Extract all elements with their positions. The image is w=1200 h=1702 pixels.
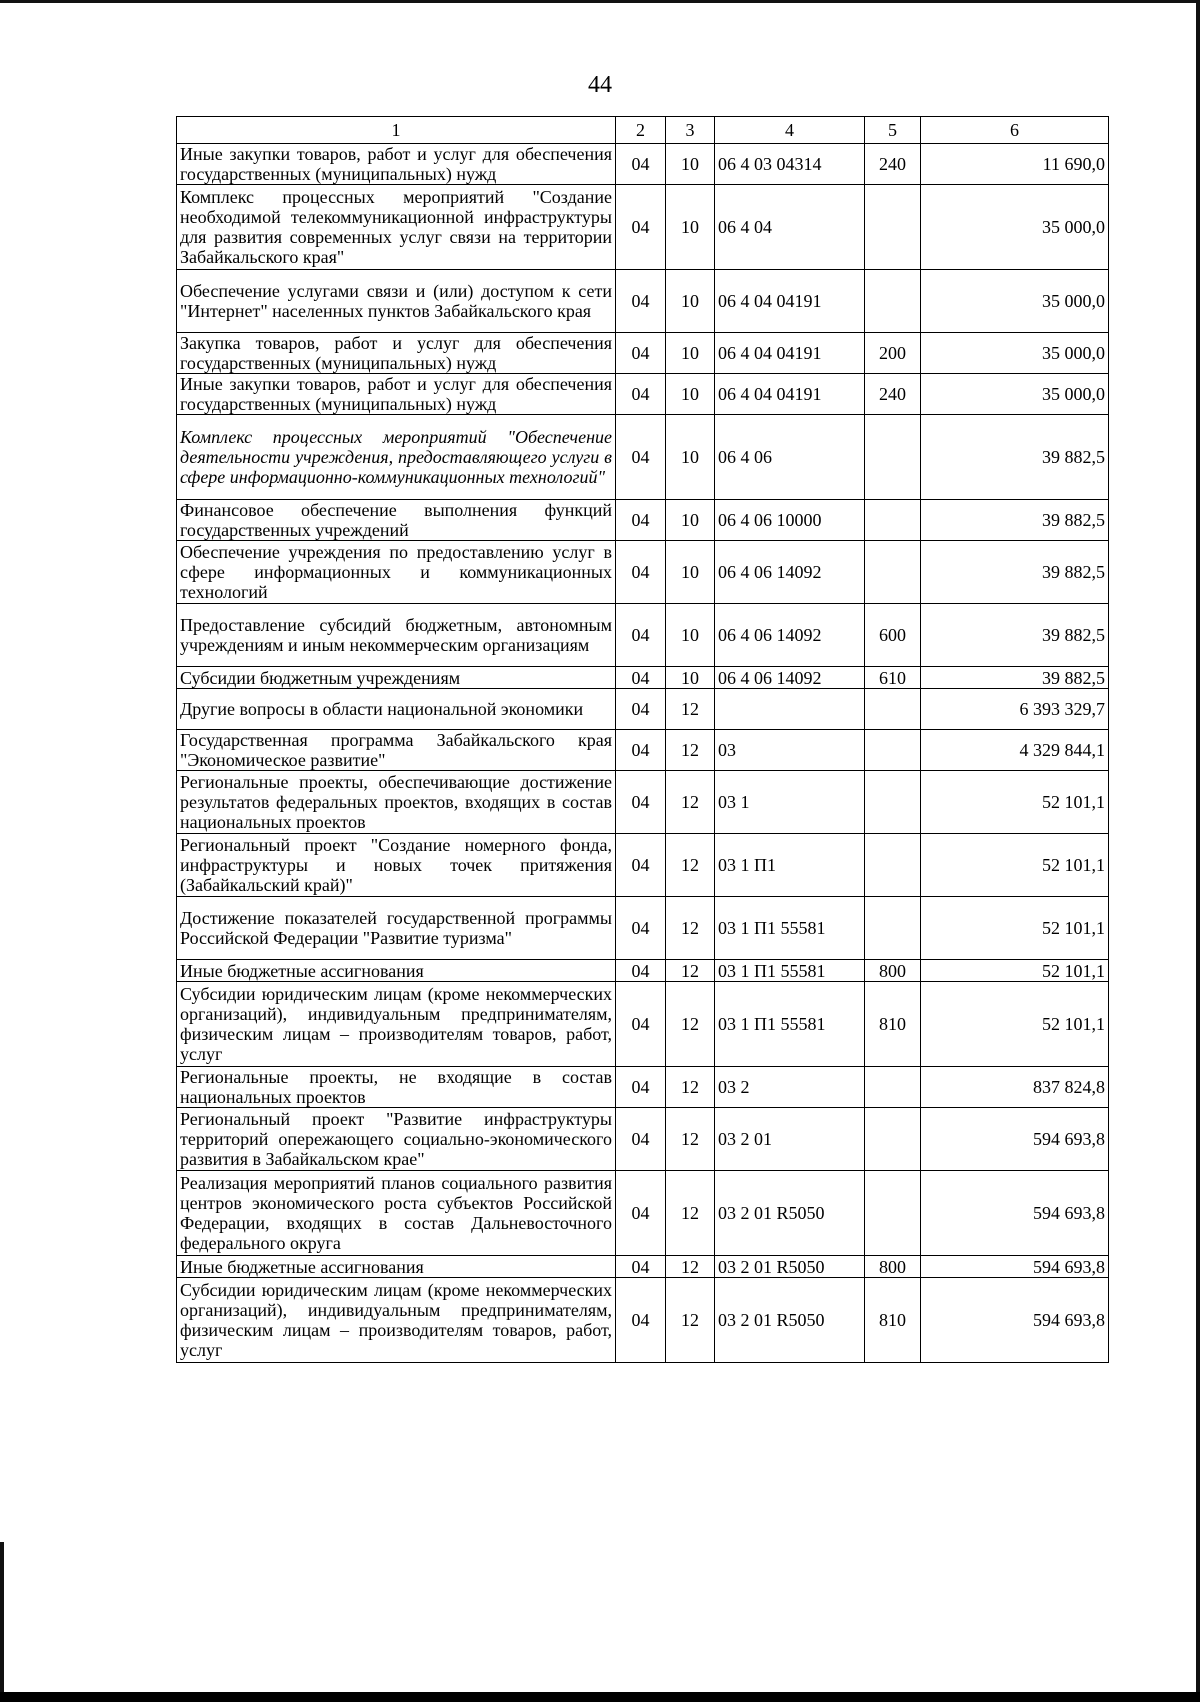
table-row [177,415,1109,500]
row-target-article: 06 4 06 10000 [715,500,865,541]
row-name: Закупка товаров, работ и услуг для обеспечения государственных (муниципальных) нужд [177,333,616,374]
row-name: Обеспечение учреждения по предоставлению услуг в сфере информационных и коммуникационных технологий [177,541,616,604]
row-section: 04 [616,1067,666,1108]
row-section: 04 [616,415,666,500]
row-name: Комплекс процессных мероприятий "Создание необходимой телекоммуникационной инфраструктуры для развития современных услуг связи на территории Забайкальского края" [177,185,616,270]
scan-edge-bottom [0,1692,1200,1702]
row-expense-type [865,1171,921,1256]
row-sum: 11 690,0 [921,144,1109,185]
row-subsection: 10 [666,541,715,604]
table-row [177,500,1109,541]
row-sum: 35 000,0 [921,270,1109,333]
row-name: Реализация мероприятий планов социального развития центров экономического роста субъектов Российской Федерации, входящих в состав Дальневосточного федерального округа [177,1171,616,1256]
row-sum: 52 101,1 [921,897,1109,960]
scan-edge-right [1196,0,1200,1702]
row-sum: 52 101,1 [921,771,1109,834]
row-section: 04 [616,541,666,604]
row-name: Субсидии юридическим лицам (кроме некоммерческих организаций), индивидуальным предпринимателям, физическим лицам – производителям товаров, работ, услуг [177,982,616,1067]
row-subsection: 12 [666,1278,715,1363]
table-row [177,333,1109,374]
row-sum: 39 882,5 [921,667,1109,689]
scan-edge-top [0,0,1200,3]
page-number: 44 [588,72,612,98]
row-name: Обеспечение услугами связи и (или) доступом к сети "Интернет" населенных пунктов Забайкальского края [177,270,616,333]
table-row [177,667,1109,689]
row-name: Иные закупки товаров, работ и услуг для обеспечения государственных (муниципальных) нужд [177,374,616,415]
row-sum: 594 693,8 [921,1256,1109,1278]
row-expense-type: 240 [865,374,921,415]
row-sum: 594 693,8 [921,1108,1109,1171]
row-section: 04 [616,982,666,1067]
header-name: 1 [177,117,616,144]
table-row [177,541,1109,604]
row-section: 04 [616,897,666,960]
table-row [177,1171,1109,1256]
row-expense-type [865,897,921,960]
row-target-article: 03 1 [715,771,865,834]
row-name: Иные бюджетные ассигнования [177,1256,616,1278]
row-target-article: 06 4 04 [715,185,865,270]
row-target-article: 03 [715,730,865,771]
table-body [177,144,1109,1363]
row-section: 04 [616,185,666,270]
table-row [177,730,1109,771]
budget-table [176,116,1109,1363]
row-subsection: 12 [666,834,715,897]
row-section: 04 [616,689,666,730]
row-section: 04 [616,604,666,667]
row-name: Иные закупки товаров, работ и услуг для обеспечения государственных (муниципальных) нужд [177,144,616,185]
table-row [177,1067,1109,1108]
row-name: Региональный проект "Развитие инфраструктуры территорий опережающего социально-экономического развития в Забайкальском крае" [177,1108,616,1171]
table-row [177,897,1109,960]
table-row [177,689,1109,730]
header-sum: 6 [921,117,1109,144]
row-sum: 35 000,0 [921,185,1109,270]
table-row [177,982,1109,1067]
row-section: 04 [616,374,666,415]
row-sum: 837 824,8 [921,1067,1109,1108]
row-section: 04 [616,834,666,897]
row-target-article: 03 2 01 R5050 [715,1171,865,1256]
row-target-article: 06 4 04 04191 [715,270,865,333]
row-expense-type [865,185,921,270]
row-sum: 594 693,8 [921,1278,1109,1363]
row-subsection: 12 [666,1067,715,1108]
row-subsection: 12 [666,730,715,771]
row-sum: 39 882,5 [921,415,1109,500]
row-sum: 52 101,1 [921,834,1109,897]
row-section: 04 [616,1256,666,1278]
row-target-article: 06 4 06 14092 [715,667,865,689]
row-subsection: 12 [666,771,715,834]
row-name: Финансовое обеспечение выполнения функций государственных учреждений [177,500,616,541]
row-expense-type [865,730,921,771]
row-target-article: 03 1 П1 55581 [715,897,865,960]
row-section: 04 [616,1171,666,1256]
row-expense-type [865,500,921,541]
table-row [177,185,1109,270]
row-expense-type [865,541,921,604]
row-sum: 39 882,5 [921,541,1109,604]
row-subsection: 10 [666,415,715,500]
row-subsection: 10 [666,270,715,333]
row-sum: 52 101,1 [921,960,1109,982]
row-expense-type: 810 [865,1278,921,1363]
row-subsection: 12 [666,689,715,730]
row-expense-type [865,834,921,897]
row-subsection: 10 [666,144,715,185]
row-section: 04 [616,270,666,333]
row-sum: 35 000,0 [921,333,1109,374]
table-row [177,1108,1109,1171]
row-sum: 4 329 844,1 [921,730,1109,771]
header-subsection: 3 [666,117,715,144]
row-sum: 52 101,1 [921,982,1109,1067]
row-name: Региональные проекты, обеспечивающие достижение результатов федеральных проектов, входящих в состав национальных проектов [177,771,616,834]
row-expense-type: 200 [865,333,921,374]
row-subsection: 12 [666,1256,715,1278]
row-subsection: 10 [666,667,715,689]
row-subsection: 10 [666,604,715,667]
row-subsection: 12 [666,982,715,1067]
row-expense-type: 800 [865,960,921,982]
row-target-article: 06 4 06 14092 [715,604,865,667]
row-name: Предоставление субсидий бюджетным, автономным учреждениям и иным некоммерческим организациям [177,604,616,667]
header-expense-type: 5 [865,117,921,144]
row-subsection: 12 [666,1108,715,1171]
row-expense-type: 240 [865,144,921,185]
row-target-article: 06 4 06 [715,415,865,500]
row-expense-type [865,1108,921,1171]
row-subsection: 12 [666,960,715,982]
row-target-article [715,689,865,730]
row-expense-type: 800 [865,1256,921,1278]
row-section: 04 [616,730,666,771]
row-section: 04 [616,960,666,982]
row-sum: 35 000,0 [921,374,1109,415]
row-subsection: 10 [666,185,715,270]
header-section: 2 [616,117,666,144]
row-expense-type: 810 [865,982,921,1067]
row-sum: 39 882,5 [921,500,1109,541]
row-expense-type: 610 [865,667,921,689]
row-name: Комплекс процессных мероприятий "Обеспечение деятельности учреждения, предоставляющего услуги в сфере информационно-коммуникационных технологий" [177,415,616,500]
row-target-article: 03 2 01 R5050 [715,1256,865,1278]
row-name: Региональный проект "Создание номерного фонда, инфраструктуры и новых точек притяжения (Забайкальский край)" [177,834,616,897]
row-section: 04 [616,333,666,374]
row-name: Достижение показателей государственной программы Российской Федерации "Развитие туризма" [177,897,616,960]
row-section: 04 [616,144,666,185]
row-name: Государственная программа Забайкальского края "Экономическое развитие" [177,730,616,771]
row-subsection: 10 [666,374,715,415]
row-expense-type: 600 [865,604,921,667]
row-target-article: 03 2 01 [715,1108,865,1171]
row-subsection: 10 [666,333,715,374]
row-subsection: 12 [666,1171,715,1256]
row-section: 04 [616,771,666,834]
table-row [177,834,1109,897]
header-target-article: 4 [715,117,865,144]
table-row [177,144,1109,185]
row-sum: 39 882,5 [921,604,1109,667]
row-target-article: 03 1 П1 55581 [715,960,865,982]
row-target-article: 06 4 04 04191 [715,374,865,415]
row-expense-type [865,415,921,500]
table-header-row [177,117,1109,144]
table-row [177,374,1109,415]
row-target-article: 03 1 П1 [715,834,865,897]
row-subsection: 12 [666,897,715,960]
row-target-article: 06 4 03 04314 [715,144,865,185]
table-row [177,270,1109,333]
row-target-article: 06 4 06 14092 [715,541,865,604]
row-section: 04 [616,1278,666,1363]
row-section: 04 [616,1108,666,1171]
table-row [177,960,1109,982]
row-name: Региональные проекты, не входящие в состав национальных проектов [177,1067,616,1108]
table-row [177,1278,1109,1363]
row-name: Иные бюджетные ассигнования [177,960,616,982]
row-sum: 594 693,8 [921,1171,1109,1256]
row-name: Субсидии юридическим лицам (кроме некоммерческих организаций), индивидуальным предпринимателям, физическим лицам – производителям товаров, работ, услуг [177,1278,616,1363]
row-name: Другие вопросы в области национальной экономики [177,689,616,730]
row-expense-type [865,270,921,333]
row-target-article: 03 2 01 R5050 [715,1278,865,1363]
row-expense-type [865,689,921,730]
row-name: Субсидии бюджетным учреждениям [177,667,616,689]
row-subsection: 10 [666,500,715,541]
row-target-article: 06 4 04 04191 [715,333,865,374]
row-expense-type [865,771,921,834]
table-row [177,771,1109,834]
row-target-article: 03 2 [715,1067,865,1108]
row-expense-type [865,1067,921,1108]
scan-edge-left [0,1542,4,1702]
row-section: 04 [616,500,666,541]
row-target-article: 03 1 П1 55581 [715,982,865,1067]
table-row [177,604,1109,667]
row-section: 04 [616,667,666,689]
table-row [177,1256,1109,1278]
row-sum: 6 393 329,7 [921,689,1109,730]
